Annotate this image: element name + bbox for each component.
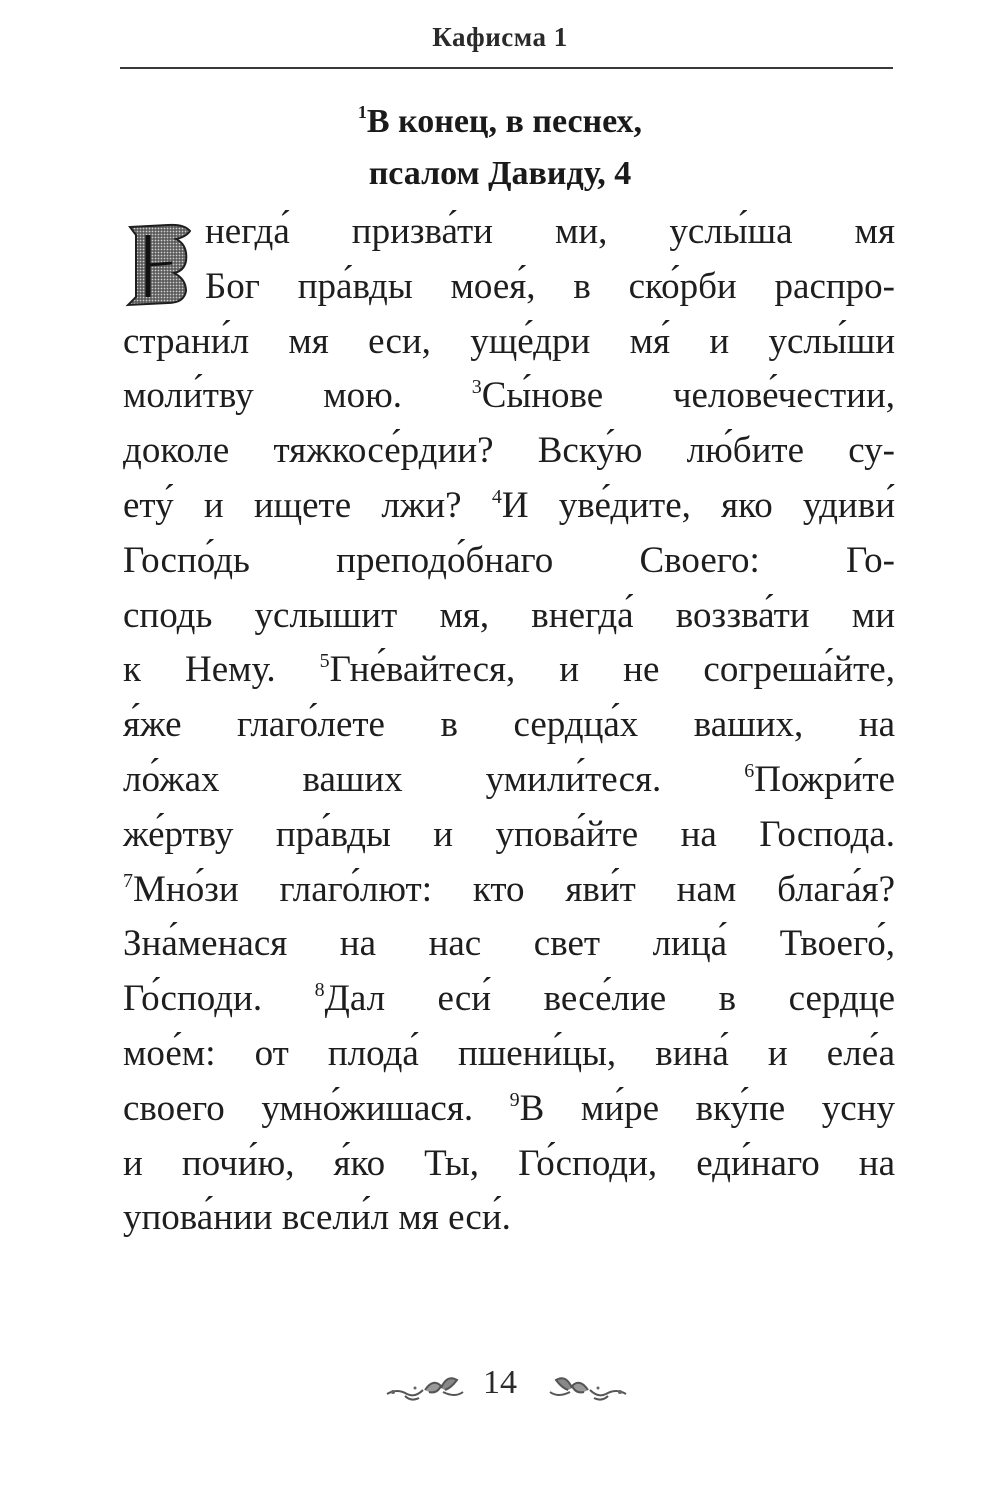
verse-number: 6: [744, 759, 755, 782]
text-line: [123, 424, 895, 479]
line-text: ету́ и ищете лжи?: [123, 484, 492, 526]
line-text: Зна́менася на нас свет лица́ Твоего́,: [123, 923, 895, 965]
line-text: сподь услышит мя, внегда́ воззва́ти ми: [123, 594, 895, 636]
text-line: [123, 972, 895, 1027]
running-head: Кафисма 1: [432, 22, 568, 52]
text-line: [123, 534, 895, 589]
text-line: [123, 589, 895, 644]
psalm-body: [123, 205, 895, 1246]
page-footer: [0, 1362, 1000, 1412]
psalm-heading: [0, 96, 1000, 200]
text-line: [123, 260, 895, 315]
line-text: страни́л мя еси, уще́дри мя́ и услы́ши: [123, 320, 895, 362]
line-text: упова́нии всели́л мя еси́.: [123, 1197, 511, 1239]
line-text: Го́споди.: [123, 978, 315, 1020]
line-text-continued: Сы́нове челове́честии,: [481, 375, 895, 417]
verse-number: 7: [123, 869, 133, 892]
line-text-continued: В ми́ре вку́пе усну: [519, 1087, 896, 1129]
text-line: [123, 863, 895, 918]
verse-number: 4: [491, 485, 502, 508]
line-text: ло́жах ваших умили́теся.: [123, 758, 745, 800]
line-text: Госпо́дь преподо́бнаго Своего: Го-: [123, 539, 895, 581]
line-text: своего умно́жишася.: [123, 1087, 510, 1129]
text-line: [123, 315, 895, 370]
text-line: [123, 917, 895, 972]
text-line: [123, 1027, 895, 1082]
line-text-continued: Гне́вайтеся, и не согреша́йте,: [329, 649, 895, 691]
header-rule: [120, 67, 893, 69]
heading-verse-number: 1: [357, 102, 367, 122]
verse-number: 5: [319, 650, 330, 673]
line-text-continued: Мно́зи глаго́лют: кто яви́т нам блага́я?: [133, 868, 895, 910]
text-line: [123, 698, 895, 753]
heading-line-1-text: В конец, в песнех,: [366, 103, 643, 140]
line-text: моли́тву мою.: [123, 375, 472, 417]
left-ornament-icon: [385, 1368, 465, 1408]
drop-cap-letter: В: [24, 121, 25, 122]
text-line: [123, 1191, 895, 1246]
line-text: я́же глаго́лете в сердца́х ваших, на: [123, 704, 895, 746]
text-line: [123, 753, 895, 808]
line-text: негда́ призва́ти ми, услы́ша мя: [205, 211, 895, 252]
line-text: доколе тяжкосе́рдии? Вску́ю лю́бите су-: [123, 430, 895, 472]
text-line: [123, 643, 895, 698]
text-line: [123, 808, 895, 863]
verse-number: 9: [509, 1088, 520, 1111]
line-text: Бог пра́вды моея́, в ско́рби распро-: [205, 265, 895, 307]
verse-number: 3: [471, 376, 482, 399]
text-line: [123, 1137, 895, 1192]
line-text-continued: Пожри́те: [754, 758, 895, 800]
line-text: же́ртву пра́вды и упова́йте на Господа.: [123, 813, 895, 855]
text-line: [123, 369, 895, 424]
text-line: [123, 1082, 895, 1137]
verse-number: 8: [314, 979, 325, 1002]
right-ornament-icon: [548, 1368, 628, 1408]
text-line: [123, 205, 895, 260]
line-text: мое́м: от плода́ пшени́цы, вина́ и еле́а: [123, 1032, 895, 1074]
psalm-heading-line-1: [0, 96, 1000, 148]
page-number: 14: [483, 1364, 517, 1401]
psalm-heading-line-2: псалом Давиду, 4: [368, 155, 632, 192]
line-text: к Нему.: [123, 649, 320, 691]
text-line: [123, 479, 895, 534]
line-text-continued: И уве́дите, яко удиви́: [501, 484, 896, 526]
line-text-continued: Дал еси́ весе́лие в сердце: [324, 978, 895, 1020]
line-text: и почи́ю, я́ко Ты, Го́споди, еди́наго на: [123, 1142, 895, 1184]
